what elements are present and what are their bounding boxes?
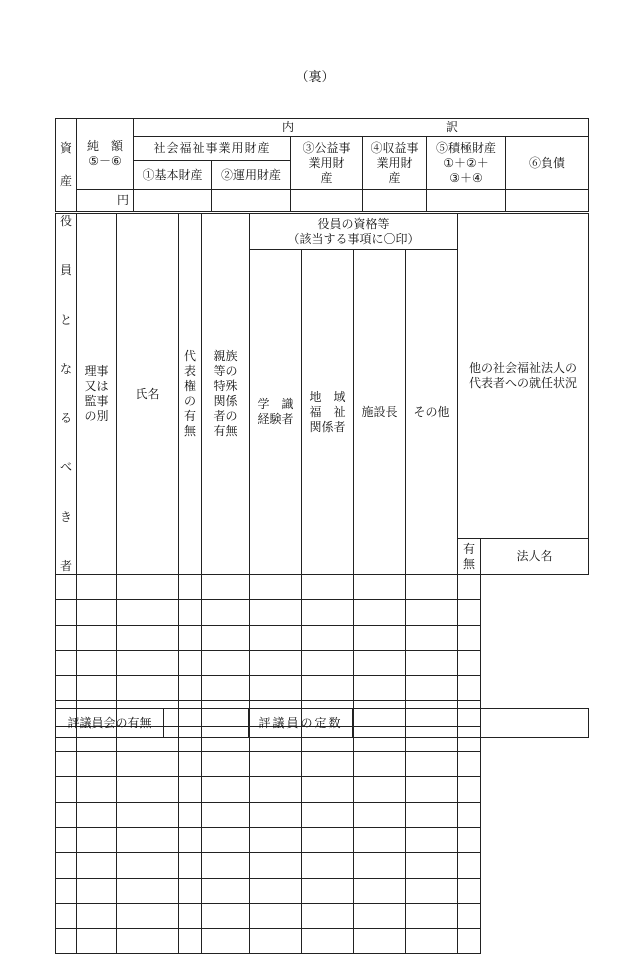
- officer-type-cell[interactable]: [56, 650, 77, 675]
- relatives-cell[interactable]: [179, 802, 202, 827]
- other-cell[interactable]: [354, 600, 406, 625]
- officer-type-cell[interactable]: [56, 903, 77, 928]
- regional-cell[interactable]: [250, 575, 302, 600]
- yes-no-cell[interactable]: [406, 575, 458, 600]
- table-row: [56, 600, 589, 625]
- corp-name-cell[interactable]: [458, 827, 481, 852]
- facility-head-cell[interactable]: [302, 777, 354, 802]
- profit-property-cell[interactable]: [363, 190, 427, 212]
- officer-name-cell[interactable]: [77, 625, 117, 650]
- officers-table: [55, 213, 589, 954]
- officer-type-cell[interactable]: [56, 575, 77, 600]
- other-cell[interactable]: [354, 777, 406, 802]
- representative-cell[interactable]: [117, 903, 179, 928]
- officer-type-cell[interactable]: [56, 878, 77, 903]
- relatives-cell[interactable]: [179, 575, 202, 600]
- other-cell[interactable]: [354, 827, 406, 852]
- yes-no-cell[interactable]: [406, 903, 458, 928]
- corp-name-cell[interactable]: [458, 853, 481, 878]
- relatives-cell[interactable]: [179, 827, 202, 852]
- relatives-cell[interactable]: [179, 777, 202, 802]
- council-quota-label: 評議員の定数: [249, 709, 353, 738]
- table-row: [56, 903, 589, 928]
- relatives-cell[interactable]: [179, 929, 202, 954]
- table-row: [56, 575, 589, 600]
- academic-cell[interactable]: [202, 752, 250, 777]
- col-other: その他: [406, 250, 458, 575]
- officer-type-cell[interactable]: [56, 625, 77, 650]
- academic-cell[interactable]: [202, 600, 250, 625]
- basic-property-header: ①基本財産: [134, 161, 212, 190]
- col-academic: 学 識 経験者: [250, 250, 302, 575]
- academic-cell[interactable]: [202, 650, 250, 675]
- academic-cell[interactable]: [202, 929, 250, 954]
- yes-no-cell[interactable]: [406, 752, 458, 777]
- council-presence-cell[interactable]: [164, 709, 249, 738]
- officer-type-cell[interactable]: [56, 929, 77, 954]
- officer-type-cell[interactable]: [56, 827, 77, 852]
- qualification-header: 役員の資格等 （該当する事項に〇印）: [250, 214, 458, 250]
- corp-name-cell[interactable]: [458, 676, 481, 701]
- representative-cell[interactable]: [117, 625, 179, 650]
- col-officer-type: 理事 又は 監事 の別: [77, 214, 117, 575]
- officer-type-cell[interactable]: [56, 676, 77, 701]
- other-cell[interactable]: [354, 853, 406, 878]
- officers-side-char: な: [59, 361, 72, 376]
- council-presence-label: 評議員会の有無: [56, 709, 164, 738]
- officer-type-cell[interactable]: [56, 752, 77, 777]
- facility-head-cell[interactable]: [302, 575, 354, 600]
- officer-name-cell[interactable]: [77, 802, 117, 827]
- table-row: [56, 650, 589, 675]
- officers-side-label: [56, 214, 77, 575]
- officers-side-char: 員: [59, 263, 72, 278]
- table-row: [56, 929, 589, 954]
- officer-type-cell[interactable]: [56, 802, 77, 827]
- other-cell[interactable]: [354, 625, 406, 650]
- positive-property-cell[interactable]: [427, 190, 506, 212]
- corp-name-cell[interactable]: [458, 650, 481, 675]
- social-welfare-property-header: 社会福祉事業用財産: [134, 137, 291, 161]
- liabilities-header: ⑥負債: [506, 137, 589, 190]
- officer-name-cell[interactable]: [77, 600, 117, 625]
- officer-name-cell[interactable]: [77, 929, 117, 954]
- col-officer-name: 氏名: [117, 214, 179, 575]
- breakdown-left-label: 内: [282, 120, 295, 134]
- academic-cell[interactable]: [202, 802, 250, 827]
- officer-name-cell[interactable]: [77, 827, 117, 852]
- yes-no-cell[interactable]: [406, 676, 458, 701]
- regional-cell[interactable]: [250, 625, 302, 650]
- officer-type-cell[interactable]: [56, 853, 77, 878]
- public-interest-property-header: ③公益事 業用財 産: [291, 137, 363, 190]
- relatives-cell[interactable]: [179, 878, 202, 903]
- representative-char: 有: [183, 409, 196, 423]
- regional-cell[interactable]: [250, 650, 302, 675]
- table-row: [56, 827, 589, 852]
- corp-name-cell[interactable]: [458, 575, 481, 600]
- table-row: [56, 752, 589, 777]
- col-corp-name: 法人名: [481, 539, 589, 575]
- regional-cell[interactable]: [250, 752, 302, 777]
- corp-name-cell[interactable]: [458, 600, 481, 625]
- other-cell[interactable]: [354, 650, 406, 675]
- officer-name-cell[interactable]: [77, 903, 117, 928]
- yes-no-cell[interactable]: [406, 600, 458, 625]
- regional-cell[interactable]: [250, 878, 302, 903]
- table-row: [56, 625, 589, 650]
- col-facility-head: 施設長: [354, 250, 406, 575]
- representative-cell[interactable]: [117, 929, 179, 954]
- col-relatives: 親族 等の 特殊 関係 者の 有無: [202, 214, 250, 575]
- other-cell[interactable]: [354, 575, 406, 600]
- representative-char: 権: [183, 379, 196, 393]
- yen-unit: 円: [116, 193, 129, 207]
- officers-side-char: き: [59, 509, 72, 524]
- representative-cell[interactable]: [117, 802, 179, 827]
- facility-head-cell[interactable]: [302, 600, 354, 625]
- regional-cell[interactable]: [250, 903, 302, 928]
- yes-no-cell[interactable]: [406, 878, 458, 903]
- assets-side-label: 資 産: [56, 119, 77, 212]
- regional-cell[interactable]: [250, 676, 302, 701]
- officer-name-cell[interactable]: [77, 650, 117, 675]
- breakdown-right-label: 訳: [446, 120, 459, 134]
- public-interest-property-cell[interactable]: [291, 190, 363, 212]
- relatives-cell[interactable]: [179, 600, 202, 625]
- yes-no-cell[interactable]: [406, 625, 458, 650]
- corp-name-cell[interactable]: [458, 903, 481, 928]
- representative-cell[interactable]: [117, 853, 179, 878]
- relatives-cell[interactable]: [179, 853, 202, 878]
- assets-table: [55, 118, 589, 212]
- other-cell[interactable]: [354, 752, 406, 777]
- yes-no-cell[interactable]: [406, 929, 458, 954]
- corp-name-cell[interactable]: [458, 625, 481, 650]
- representative-cell[interactable]: [117, 827, 179, 852]
- representative-cell[interactable]: [117, 650, 179, 675]
- other-cell[interactable]: [354, 802, 406, 827]
- net-amount-label: 純 額 ⑤－⑥: [77, 119, 134, 190]
- breakdown-header: [134, 119, 589, 137]
- facility-head-cell[interactable]: [302, 650, 354, 675]
- other-corp-header: 他の社会福祉法人の 代表者への就任状況: [458, 214, 589, 539]
- academic-cell[interactable]: [202, 878, 250, 903]
- regional-cell[interactable]: [250, 929, 302, 954]
- representative-cell[interactable]: [117, 575, 179, 600]
- yes-no-cell[interactable]: [406, 777, 458, 802]
- col-yes-no: 有 無: [458, 539, 481, 575]
- representative-char: 代: [183, 349, 196, 363]
- yes-no-cell[interactable]: [406, 802, 458, 827]
- corp-name-cell[interactable]: [458, 878, 481, 903]
- regional-cell[interactable]: [250, 853, 302, 878]
- facility-head-cell[interactable]: [302, 752, 354, 777]
- page-title: （裏）: [295, 70, 335, 85]
- facility-head-cell[interactable]: [302, 676, 354, 701]
- operating-property-cell[interactable]: [212, 190, 291, 212]
- basic-property-cell[interactable]: [134, 190, 212, 212]
- officer-name-cell[interactable]: [77, 878, 117, 903]
- academic-cell[interactable]: [202, 853, 250, 878]
- relatives-cell[interactable]: [179, 903, 202, 928]
- regional-cell[interactable]: [250, 827, 302, 852]
- facility-head-cell[interactable]: [302, 878, 354, 903]
- table-row: [56, 853, 589, 878]
- academic-cell[interactable]: [202, 827, 250, 852]
- academic-cell[interactable]: [202, 676, 250, 701]
- representative-char: 表: [183, 364, 196, 378]
- other-cell[interactable]: [354, 878, 406, 903]
- representative-char: 無: [183, 424, 196, 438]
- academic-cell[interactable]: [202, 903, 250, 928]
- col-representative: [179, 214, 202, 575]
- relatives-cell[interactable]: [179, 625, 202, 650]
- regional-cell[interactable]: [250, 600, 302, 625]
- other-cell[interactable]: [354, 676, 406, 701]
- regional-cell[interactable]: [250, 802, 302, 827]
- relatives-cell[interactable]: [179, 650, 202, 675]
- facility-head-cell[interactable]: [302, 802, 354, 827]
- officers-side-char: と: [59, 312, 72, 327]
- academic-cell[interactable]: [202, 575, 250, 600]
- officers-side-char: べ: [59, 460, 72, 475]
- officer-name-cell[interactable]: [77, 777, 117, 802]
- regional-cell[interactable]: [250, 777, 302, 802]
- representative-cell[interactable]: [117, 600, 179, 625]
- academic-cell[interactable]: [202, 777, 250, 802]
- facility-head-cell[interactable]: [302, 827, 354, 852]
- liabilities-cell[interactable]: [506, 190, 589, 212]
- officers-side-char: 役: [59, 214, 72, 228]
- facility-head-cell[interactable]: [302, 929, 354, 954]
- col-regional: 地 域 福 祉 関係者: [302, 250, 354, 575]
- officer-type-cell[interactable]: [56, 600, 77, 625]
- representative-char: の: [183, 394, 196, 408]
- facility-head-cell[interactable]: [302, 903, 354, 928]
- officer-type-cell[interactable]: [56, 777, 77, 802]
- officer-name-cell[interactable]: [77, 853, 117, 878]
- facility-head-cell[interactable]: [302, 853, 354, 878]
- academic-cell[interactable]: [202, 625, 250, 650]
- operating-property-header: ②運用財産: [212, 161, 291, 190]
- council-quota-cell[interactable]: [353, 709, 589, 738]
- officer-name-cell[interactable]: [77, 752, 117, 777]
- profit-property-header: ④収益事 業用財 産: [363, 137, 427, 190]
- officers-side-char: る: [59, 411, 72, 426]
- footer-table: [55, 708, 589, 738]
- facility-head-cell[interactable]: [302, 625, 354, 650]
- table-row: [56, 878, 589, 903]
- corp-name-cell[interactable]: [458, 777, 481, 802]
- corp-name-cell[interactable]: [458, 929, 481, 954]
- representative-cell[interactable]: [117, 777, 179, 802]
- yes-no-cell[interactable]: [406, 827, 458, 852]
- representative-cell[interactable]: [117, 752, 179, 777]
- table-row: [56, 777, 589, 802]
- officers-side-char: 者: [59, 558, 72, 573]
- other-cell[interactable]: [354, 903, 406, 928]
- positive-property-header: ⑤積極財産 ①＋②＋ ③＋④: [427, 137, 506, 190]
- relatives-cell[interactable]: [179, 752, 202, 777]
- representative-cell[interactable]: [117, 878, 179, 903]
- officer-name-cell[interactable]: [77, 676, 117, 701]
- yes-no-cell[interactable]: [406, 650, 458, 675]
- table-row: [56, 676, 589, 701]
- corp-name-cell[interactable]: [458, 752, 481, 777]
- table-row: [56, 802, 589, 827]
- corp-name-cell[interactable]: [458, 802, 481, 827]
- yes-no-cell[interactable]: [406, 853, 458, 878]
- relatives-cell[interactable]: [179, 676, 202, 701]
- representative-cell[interactable]: [117, 676, 179, 701]
- other-cell[interactable]: [354, 929, 406, 954]
- net-amount-cell[interactable]: [77, 190, 134, 212]
- officer-name-cell[interactable]: [77, 575, 117, 600]
